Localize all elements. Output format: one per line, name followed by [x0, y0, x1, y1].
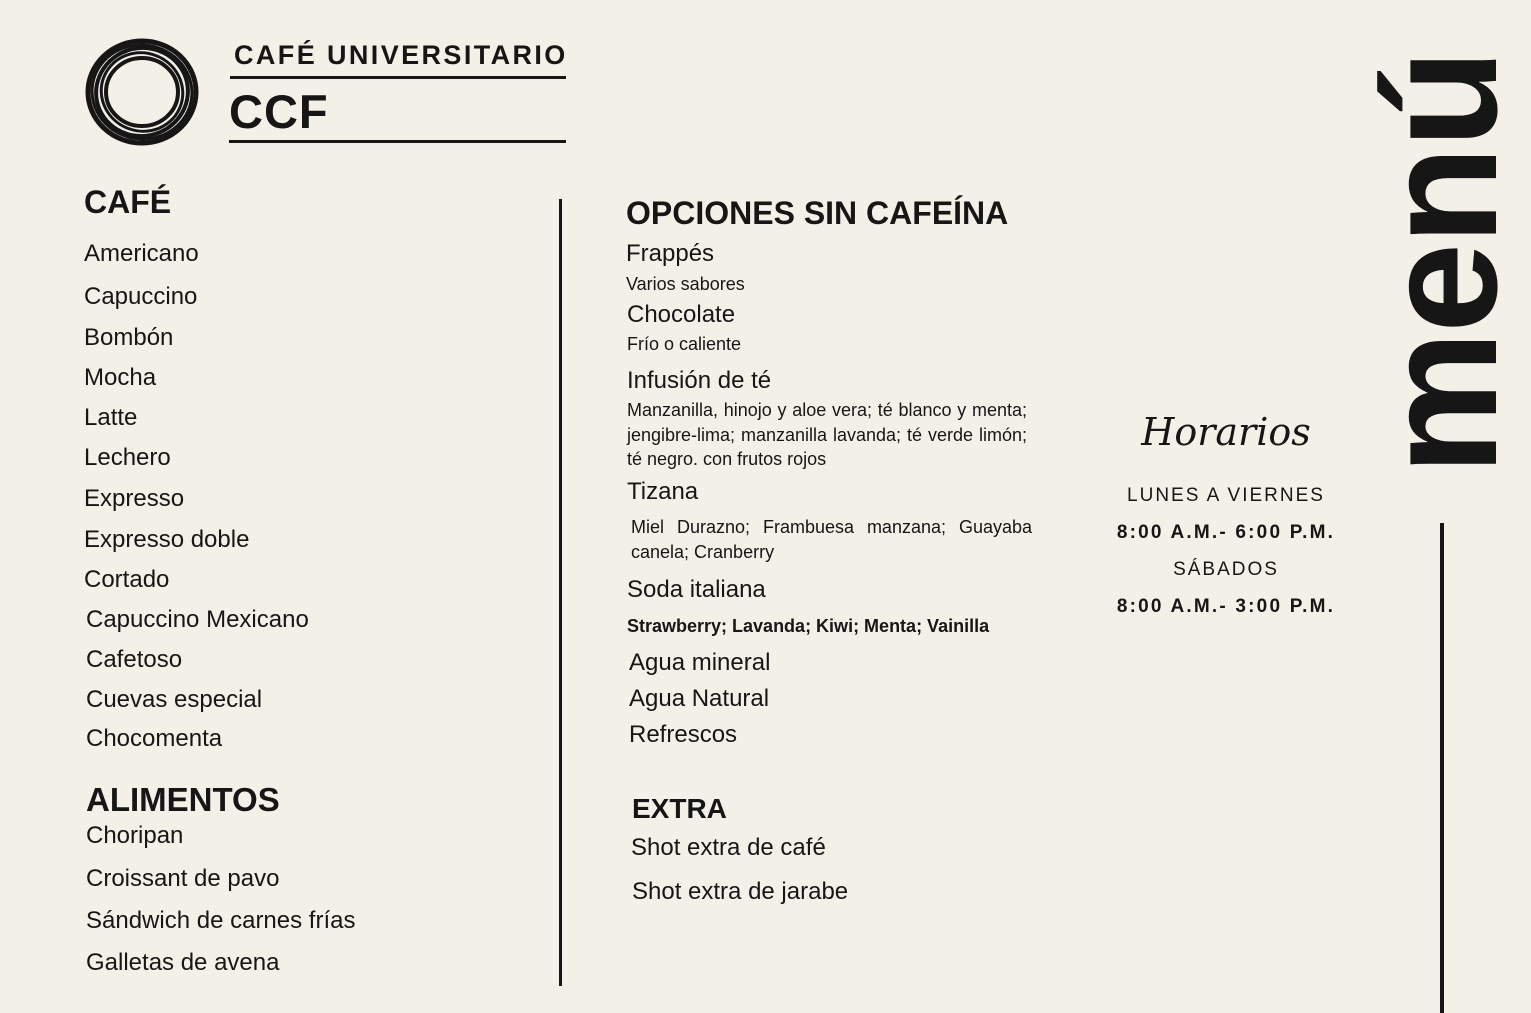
menu-item-description: Miel Durazno; Frambuesa manzana; Guayaba canela; Cranberry — [631, 517, 1032, 562]
menu-item-description: Varios sabores — [626, 274, 745, 294]
hours-title: Horarios — [1141, 410, 1311, 454]
section-title-extra: EXTRA — [632, 793, 727, 824]
menu-item: Infusión de té — [627, 367, 772, 394]
brand-subtitle: CAFÉ UNIVERSITARIO — [234, 40, 568, 70]
menu-item: Capuccino Mexicano — [86, 606, 309, 633]
menu-item: Cortado — [84, 566, 170, 593]
menu-item: Agua Natural — [629, 685, 770, 712]
menu-item: Choripan — [86, 822, 184, 849]
menu-item: Capuccino — [84, 283, 198, 310]
brand-divider — [230, 76, 566, 79]
menu-item-description: Strawberry; Lavanda; Kiwi; Menta; Vainilla — [627, 616, 990, 636]
menu-item: Tizana — [627, 478, 699, 505]
menu-item: Shot extra de jarabe — [632, 878, 849, 905]
section-title-cafe: CAFÉ — [84, 184, 172, 220]
menu-item-description: Manzanilla, hinojo y aloe vera; té blanco y menta; jengibre-lima; manzanilla lavanda; té verde limón; té negro. con frutos rojos — [627, 400, 1027, 469]
vertical-rule — [1440, 523, 1444, 1013]
menu-item: Cuevas especial — [86, 686, 263, 713]
menu-item: Croissant de pavo — [86, 865, 280, 892]
menu-item: Soda italiana — [627, 576, 766, 603]
menu-item: Bombón — [84, 324, 174, 351]
brand-divider — [229, 140, 566, 143]
menu-item: Chocolate — [627, 301, 736, 328]
menu-item-description: Frío o caliente — [627, 334, 742, 354]
column-divider — [559, 199, 562, 986]
section-title-sin-cafeina: OPCIONES SIN CAFEÍNA — [626, 195, 1009, 231]
hours-weekdays-label: LUNES A VIERNES — [1127, 485, 1325, 506]
hours-saturday-time: 8:00 A.M.- 3:00 P.M. — [1116, 596, 1336, 617]
hours-saturday-label: SÁBADOS — [1173, 559, 1279, 580]
menu-item: Lechero — [84, 444, 171, 471]
menu-item: Expresso — [84, 485, 185, 512]
vertical-menu-title: menú — [1350, 50, 1531, 475]
brand-name: CCF — [229, 85, 329, 138]
menu-item: Agua mineral — [629, 649, 771, 676]
menu-item: Galletas de avena — [86, 949, 280, 976]
menu-item: Latte — [84, 404, 138, 431]
menu-item: Mocha — [84, 364, 157, 391]
hours-weekdays-time: 8:00 A.M.- 6:00 P.M. — [1116, 522, 1336, 543]
menu-item: Refrescos — [629, 721, 738, 748]
menu-item: Expresso doble — [84, 526, 250, 553]
menu-item: Cafetoso — [86, 646, 183, 673]
cafe-logo — [84, 36, 202, 148]
menu-item: Shot extra de café — [631, 834, 826, 861]
section-title-alimentos: ALIMENTOS — [86, 781, 280, 818]
menu-item: Sándwich de carnes frías — [86, 907, 356, 934]
menu-item: Chocomenta — [86, 725, 223, 752]
menu-item: Frappés — [626, 240, 715, 267]
menu-item: Americano — [84, 240, 199, 267]
